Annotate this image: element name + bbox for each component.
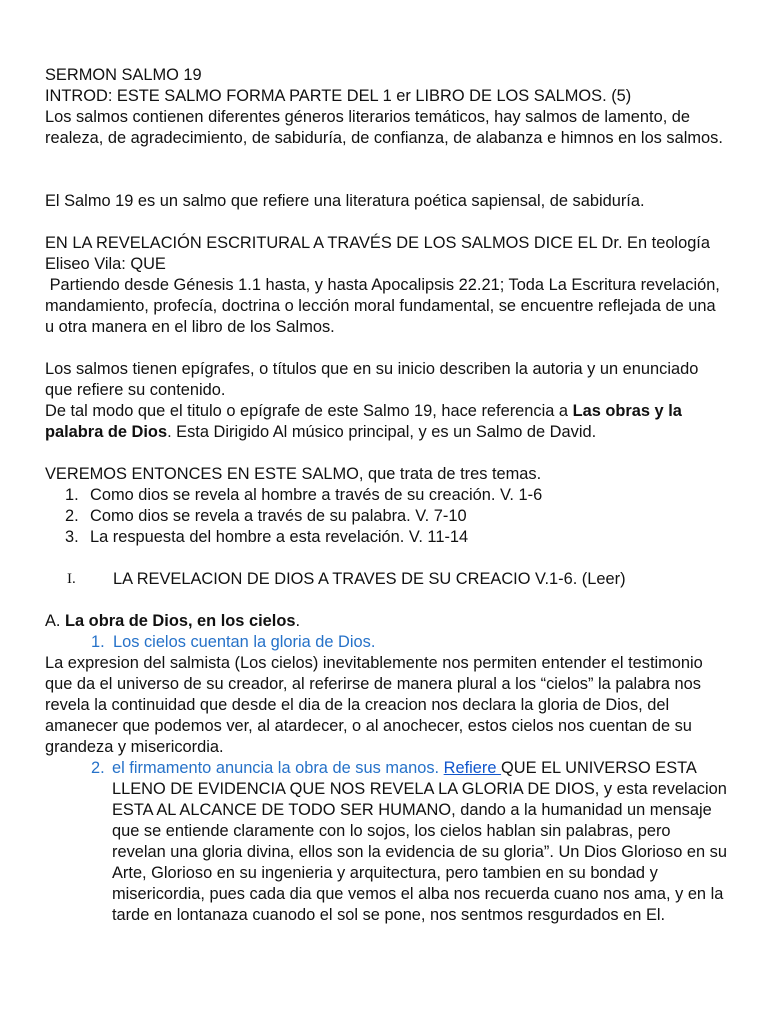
section-i-text: LA REVELACION DE DIOS A TRAVES DE SU CREACIO V.1-6. (Leer)	[113, 570, 626, 588]
point-number: 2.	[91, 759, 105, 777]
intro-line: INTROD: ESTE SALMO FORMA PARTE DEL 1 er LIBRO DE LOS SALMOS. (5)	[45, 87, 632, 105]
sermon-title: SERMON SALMO 19	[45, 66, 202, 84]
list-text: La respuesta del hombre a esta revelación. V. 11-14	[90, 528, 469, 546]
paragraph-genres: Los salmos contienen diferentes géneros literarios temáticos, hay salmos de lamento, de realeza, de agradecimiento, de sabiduría, de confianza, de alabanza e himnos en los salmos.	[45, 108, 723, 147]
point-2-blue-text: el firmamento anuncia la obra de sus manos.	[112, 759, 444, 777]
titulo-text-b: . Esta Dirigido Al músico principal, y es un Salmo de David.	[167, 423, 597, 441]
titulo-text-a: De tal modo que el titulo o epígrafe de este Salmo 19, hace referencia a	[45, 402, 573, 420]
list-item	[45, 506, 728, 527]
point-1-text: Los cielos cuentan la gloria de Dios.	[113, 633, 376, 651]
list-number: 2.	[65, 507, 79, 525]
paragraph-titulo	[45, 401, 728, 443]
point-2	[45, 758, 728, 926]
section-a-tail: .	[295, 612, 301, 630]
list-item	[45, 527, 728, 548]
point-1	[45, 632, 728, 653]
spacer	[45, 548, 728, 569]
veremos-heading: VEREMOS ENTONCES EN ESTE SALMO, que trata de tres temas.	[45, 465, 542, 483]
point-2-text: QUE EL UNIVERSO ESTA LLENO DE EVIDENCIA QUE NOS REVELA LA GLORIA DE DIOS, y esta revelacion ESTA AL ALCANCE DE TODO SER HUMANO, dando a la humanidad un mensaje que se entiende claramente con lo sojos, los cielos hablan sin palabras, pero revelan una gloria divina, ellos son la evidencia de su gloria”. Un Dios Glorioso en su Arte, Glorioso en su ingenieria y arquitectura, pero tambien en su bondad y misericordia, pues cada dia que vemos el alba nos recuerda cuano nos ama, y en la tarde en lontanaza cuanodo el sol se pone, nos sentmos resgurdados en El.	[112, 759, 727, 924]
paragraph-expresion: La expresion del salmista (Los cielos) inevitablemente nos permiten entender el testimonio que da el universo de su creador, al referirse de manera plural a los “cielos” la palabra nos revela la continuidad que desde el dia de la creacion nos declara la gloria de Dios, del amanecer que podemos ver, al atardecer, o al anochecer, estos cielos nos cuentan de su grandeza y misericordia.	[45, 654, 703, 756]
list-text: Como dios se revela al hombre a través de su creación. V. 1-6	[90, 486, 543, 504]
spacer	[45, 149, 728, 191]
section-a-bold: La obra de Dios, en los cielos	[65, 612, 296, 630]
spacer	[45, 338, 728, 359]
section-i-heading	[45, 569, 728, 590]
section-letter: A.	[45, 612, 61, 630]
paragraph-salmo19: El Salmo 19 es un salmo que refiere una literatura poética sapiensal, de sabiduría.	[45, 192, 645, 210]
spacer	[45, 212, 728, 233]
spacer	[45, 443, 728, 464]
list-item	[45, 485, 728, 506]
paragraph-revelacion: EN LA REVELACIÓN ESCRITURAL A TRAVÉS DE LOS SALMOS DICE EL Dr. En teología Eliseo Vila: QUE	[45, 234, 710, 273]
section-a-heading	[45, 611, 728, 632]
spacer	[45, 590, 728, 611]
refiere-link[interactable]: Refiere	[443, 759, 502, 777]
list-text: Como dios se revela a través de su palabra. V. 7-10	[90, 507, 467, 525]
titulo-bold: Las obras y la palabra de Dios	[45, 402, 682, 441]
roman-numeral: I.	[67, 571, 76, 587]
point-number: 1.	[91, 633, 105, 651]
temas-list	[45, 485, 728, 548]
paragraph-genesis: Partiendo desde Génesis 1.1 hasta, y hasta Apocalipsis 22.21; Toda La Escritura revelación, mandamiento, profecía, doctrina o lección moral fundamental, se encuentre reflejada de una u otra manera en el libro de los Salmos.	[45, 276, 725, 336]
list-number: 1.	[65, 486, 79, 504]
paragraph-epigrafes: Los salmos tienen epígrafes, o títulos que en su inicio describen la autoria y un enunciado que refiere su contenido.	[45, 360, 699, 399]
list-number: 3.	[65, 528, 79, 546]
